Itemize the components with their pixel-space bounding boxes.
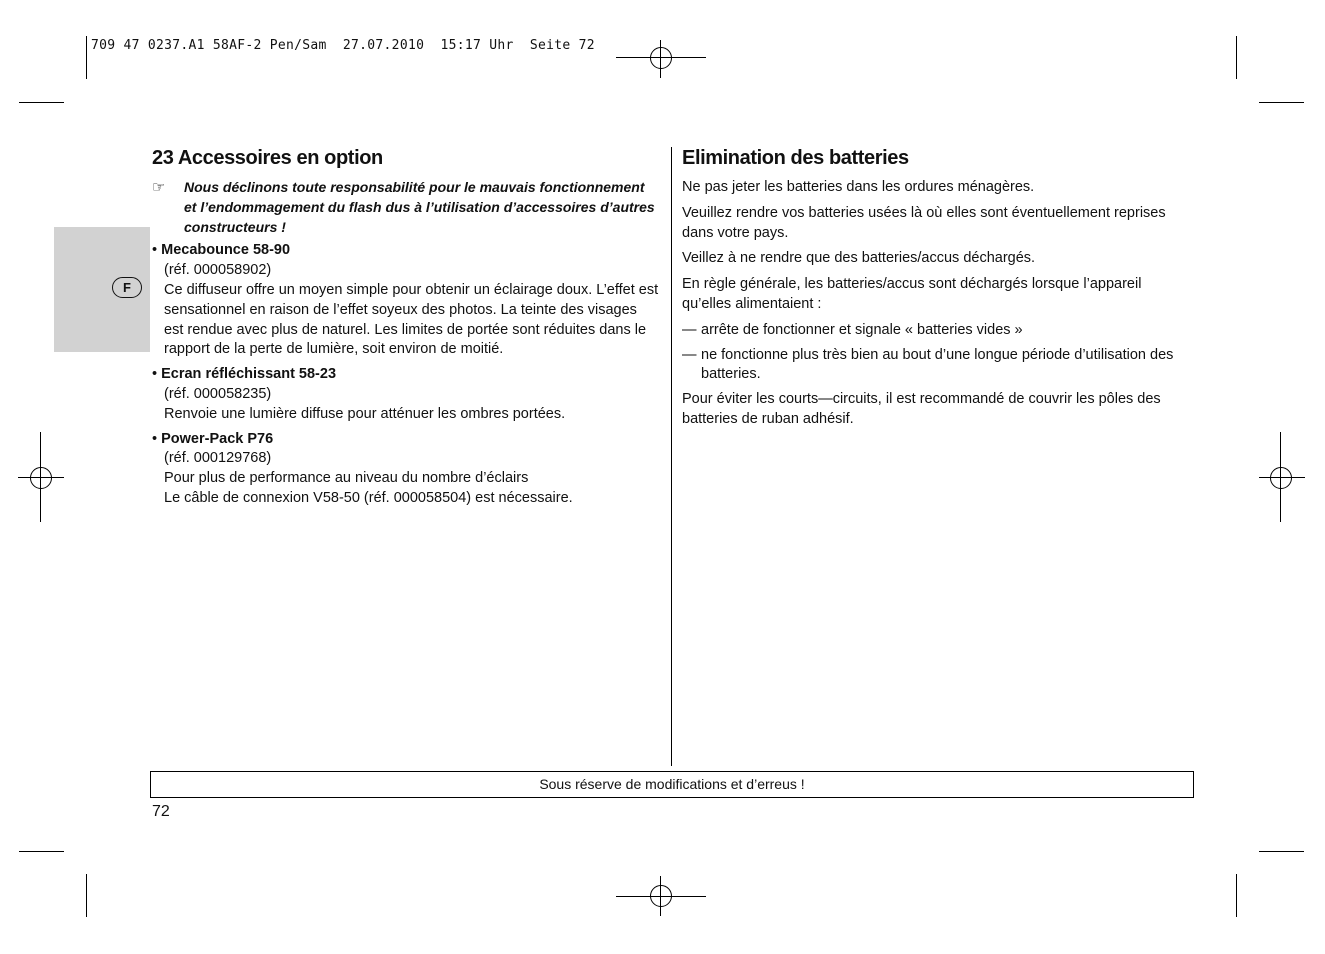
print-slug: 709 47 0237.A1 58AF-2 Pen/Sam 27.07.2010 15:17 Uhr Seite 72 bbox=[91, 38, 595, 53]
registration-circle bbox=[650, 885, 672, 907]
paragraph: Ne pas jeter les batteries dans les ordures ménagères. bbox=[682, 179, 1035, 195]
dash-text: ne fonctionne plus très bien au bout d’une longue période d’utilisation des batteries. bbox=[701, 346, 1174, 383]
pointing-hand-icon: ☞ bbox=[152, 179, 166, 196]
section-title: 23 Accessoires en option bbox=[152, 147, 383, 169]
crop-mark bbox=[1236, 874, 1237, 917]
crop-mark bbox=[19, 851, 64, 852]
paragraph: Veuillez rendre vos batteries usées là où elles sont éventuellement reprises dans votre pays. bbox=[682, 204, 1166, 241]
item-description: Pour plus de performance au niveau du nombre d’éclairs bbox=[164, 470, 529, 487]
dash-text: arrête de fonctionner et signale « batteries vides » bbox=[701, 321, 1023, 338]
crop-mark bbox=[86, 874, 87, 917]
left-column bbox=[152, 145, 660, 514]
language-badge: F bbox=[112, 277, 142, 298]
section-title: Elimination des batteries bbox=[682, 147, 909, 169]
right-column bbox=[682, 145, 1194, 436]
registration-circle bbox=[650, 47, 672, 69]
page-number: 72 bbox=[152, 803, 170, 820]
crop-mark bbox=[19, 102, 64, 103]
paragraph: Veillez à ne rendre que des batteries/accus déchargés. bbox=[682, 250, 1036, 267]
item-heading: • Mecabounce 58-90 bbox=[152, 242, 291, 259]
crop-mark bbox=[1259, 102, 1304, 103]
item-heading: • Power-Pack P76 bbox=[152, 430, 274, 447]
dash-mark: — bbox=[682, 321, 697, 338]
item-title: Mecabounce 58-90 bbox=[161, 242, 291, 259]
note-text: Nous déclinons toute responsabilité pour le mauvais fonctionnement et l’endommagement du flash dus à l’utilisation d’accessoires d’autres constructeurs ! bbox=[184, 179, 655, 235]
item-heading: • Ecran réfléchissant 58-23 bbox=[152, 366, 337, 383]
item-ref: (réf. 000058235) bbox=[164, 385, 272, 402]
accessory-item bbox=[152, 365, 660, 424]
item-description: Renvoie une lumière diffuse pour atténuer les ombres portées. bbox=[164, 405, 566, 422]
dash-list-item bbox=[682, 346, 1194, 386]
registration-circle bbox=[1270, 467, 1292, 489]
column-divider bbox=[671, 147, 672, 766]
registration-circle bbox=[30, 467, 52, 489]
paragraph: En règle générale, les batteries/accus sont déchargés lorsque l’appareil qu’elles alimentaient : bbox=[682, 276, 1142, 312]
item-title: Power-Pack P76 bbox=[161, 430, 274, 447]
item-ref: (réf. 000129768) bbox=[164, 450, 272, 467]
dash-mark: — bbox=[682, 346, 697, 363]
crop-mark bbox=[86, 36, 87, 79]
item-title: Ecran réfléchissant 58-23 bbox=[161, 366, 337, 383]
item-ref: (réf. 000058902) bbox=[164, 262, 272, 279]
dash-list-item bbox=[682, 321, 1194, 341]
item-description: Le câble de connexion V58-50 (réf. 000058504) est nécessaire. bbox=[164, 489, 573, 506]
accessory-item bbox=[152, 430, 660, 509]
crop-mark bbox=[1259, 851, 1304, 852]
paragraph: Pour éviter les courts—circuits, il est recommandé de couvrir les pôles des batteries de ruban adhésif. bbox=[682, 391, 1161, 427]
footer-disclaimer: Sous réserve de modifications et d’erreus ! bbox=[150, 771, 1194, 798]
crop-mark bbox=[1236, 36, 1237, 79]
accessory-item bbox=[152, 241, 660, 360]
item-description: Ce diffuseur offre un moyen simple pour obtenir un éclairage doux. L’effet est sensationnel en raison de l’effet soyeux des photos. La teinte des visages est rendue avec plus de naturel. Les limites de portée sont réduites dans le rapport de la perte de lumière, soit environ de moitié. bbox=[164, 281, 659, 358]
warning-note bbox=[152, 178, 660, 237]
